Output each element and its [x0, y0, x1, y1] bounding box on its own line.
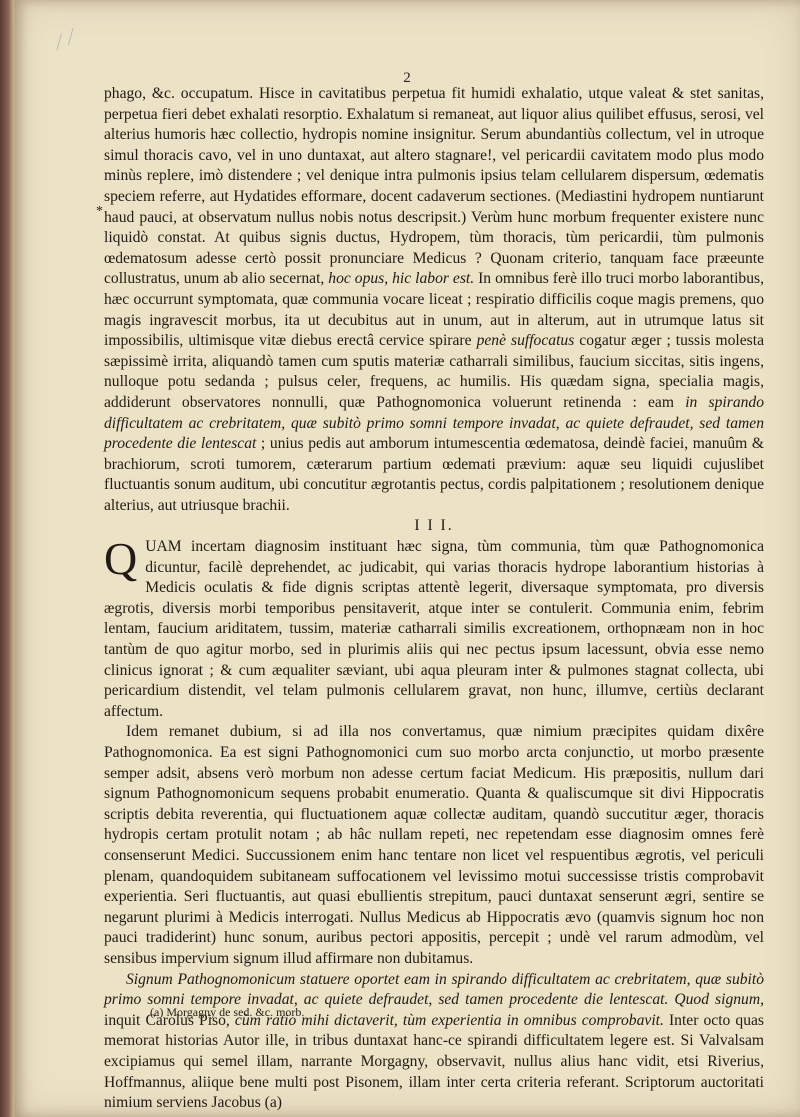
paragraph-2-text: UAM incertam diagnosim instituant hæc signa, tùm communia, tùm quæ Pathognomonica dicuntur, facilè deprehendet, ac judicabit, qui varias thoracis hydrope laborantium historias à Medicis oculatis & fide dignis scriptas attentè legerit, diversaque symptomata, pro diversis ægrotis, diversis morbi temporibus pensitaverit, atque inter se contulerit. Communia enim, febrim lentam, faucium ariditatem, tussim, materiæ catharrali similis excreationem, orthopnæam non in hoc tantùm de quo agitur morbo, sed in plurimis aliis qui nec pectus ipsum lacessunt, obvia esse nemo clinicus ignorat ; & cum æqualiter sæviant, ubi aqua pleuram inter & pulmones stagnat collecta, ubi pericardium distendit, vel telam pulmonis cellularem gravat, non hunc, illumve, certiùs declarant affectum.: [104, 538, 764, 720]
paragraph-1b-text: In omnibus ferè illo truci morbo laborantibus, hæc occurrunt symptomata, quæ communia vocare liceat ; respiratio difficilis coque magis premens, quo magis ingravescit morbus, ita ut decubitus aut in unum, aut in alterum, aut in utrumque latus sit impossibilis, ultimisque vitæ diebus erectâ cervice spirare: [104, 270, 764, 350]
page-number: 2: [403, 70, 411, 86]
corner-stamp-mark: ⟋⟋: [49, 25, 82, 55]
paragraph-1c-italic: in spirando difficultatem ac crebritatem, quæ subitò primo somni tempore invadat, ac quiete defraudet, sed tamen procedente die lentescat: [104, 393, 765, 453]
paragraph-4: [104, 970, 764, 1114]
footnote: (a) Morgagny de sed. &c. morb.: [150, 1005, 305, 1019]
paragraph-1d-text: ; unius pedis aut amborum intumescentia œdematosa, deindè faciei, manuûm & brachiorum, scroti tumorem, cæterarum partium œdemati prævium: aquæ seu liquidi cujuslibet fluctuantis sonum auditum, ubi concutitur ægrotantis pectus, cordis palpitationem ; resolutionem denique alterius, aut utriusque brachii.: [104, 435, 764, 514]
paragraph-4-text-b: Inter octo quas memorat historias Autor ille, in tribus duntaxat hanc-ce spirandi difficultatem legere est. Si Valvalsam excipiamus qui semel illam, narrante Morgagny, observavit, nullus alius hanc vidit, etsi Riverius, Hoffmannus, aliique bene multi post Pisonem, illam inter certa criteria referant. Scriptorum auctoritati nimium serviens Jacobus (a): [104, 1011, 764, 1112]
paragraph-1-italic: hoc opus, hic labor est.: [328, 270, 475, 288]
paragraph-1b-italic: penè suffocatus: [476, 332, 575, 350]
dropcap-letter: Q: [104, 533, 138, 585]
book-binding-edge: [0, 0, 14, 1117]
paragraph-3: Idem remanet dubium, si ad illa nos convertamus, quæ nimium præcipites quidam dixêre Pathognomonica. Ea est signi Pathognomonici cum suo morbo arcta conjunctio, ut morbo præsente semper adsit, absens verò morbum non adesse certum faciat Medicum. His præpositis, nullum dari signum Pathognomonicum sequens probabit enumeratio. Quanta & qualiscumque sit divi Hippocratis scriptis debita reverentia, qui fluctuationem aquæ collectæ auditam, quandò succutitur æger, thoracis hydropis certam protulit notam ; ab hâc nullam repeti, nec repetendam esse diagnosim omnes ferè consenserunt Medici. Succussionem enim hanc tentare non licet vel respuentibus ægrotis, vel periculi plenam, quandoquidem subitaneam suffocationem vel levissimo motui successisse tristis comprobavit experientia. Seri fluctuantis, aut quasi ebullientis strepitum, pauci duntaxat senserunt ægri, sentire se negarunt plurimi à Medicis interrogati. Nullus Medicus ab Hippocratis ævo (quamvis signum hoc non pauci tradiderint) hunc sonum, auribus pectori appositis, percepit ; undè vel rarum admodùm, vel sensibus impervium signum illud affirmare non dubitamus.: [104, 723, 764, 967]
paragraph-4-italic-b: cùm ratio mihi dictaverit, tùm experientia in omnibus comprobavit.: [234, 1011, 664, 1029]
paragraph-1c-text: cogatur æger ; tussis molesta sæpissimè irrita, aliquandò tamen cum sputis materiæ catharrali similibus, faucium siccitas, sitis ingens, nulloque potu sedanda ; pulsus celer, frequens, ac humilis. His quædam signa, specialia magis, addiderunt observatores nonnulli, quæ Pathognomonica voluerunt retinenda : eam: [104, 332, 765, 411]
paragraph-4-text-a: , inquit Carolus Piso,: [104, 991, 764, 1029]
paragraph-2: [104, 533, 764, 722]
paragraph-1: [104, 84, 764, 516]
main-text: [104, 84, 764, 1114]
section-heading: I I I.: [414, 517, 454, 535]
margin-mark: *: [96, 204, 103, 219]
paragraph-4-italic-a: Signum Pathognomonicum statuere oportet eam in spirando difficultatem ac crebritatem, quæ subitò primo somni tempore invadat, ac quiete defraudet, sed tamen procedente die lentescat. Quod signum: [104, 970, 764, 1009]
paragraph-1-text: phago, &c. occupatum. Hisce in cavitatibus perpetua fit humidi exhalatio, utque valeat & stet sanitas, perpetua fieri debet exhalati resorptio. Exhalatum si remaneat, aut liquor alius quilibet effusus, serosi, vel alterius humoris hæc collectio, hydropis nomine insignitur. Serum abundantiùs collectum, vel in utroque simul thoracis cavo, vel in uno duntaxat, aut altero stagnare!, vel pericardii cavitatem modo plus modo minùs replere, imò distendere ; vel denique intra pulmonis ipsius telam cellularem dispersum, œdematis speciem referre, aut Hydatides efformare, docent cadaverum sectiones. (Mediastini hydropem nuntiarunt haud pauci, at observatum nullus nobis notus descripsit.) Verùm hunc morbum frequenter existere nunc liquidò constat. At quibus signis ductus, Hydropem, tùm thoracis, tùm pericardii, tùm pulmonis œdematosum adesse certò possit pronunciare Medicus ? Quonam criterio, tanquam face præeunte collustratus, unum ab alio secernat,: [104, 85, 764, 288]
